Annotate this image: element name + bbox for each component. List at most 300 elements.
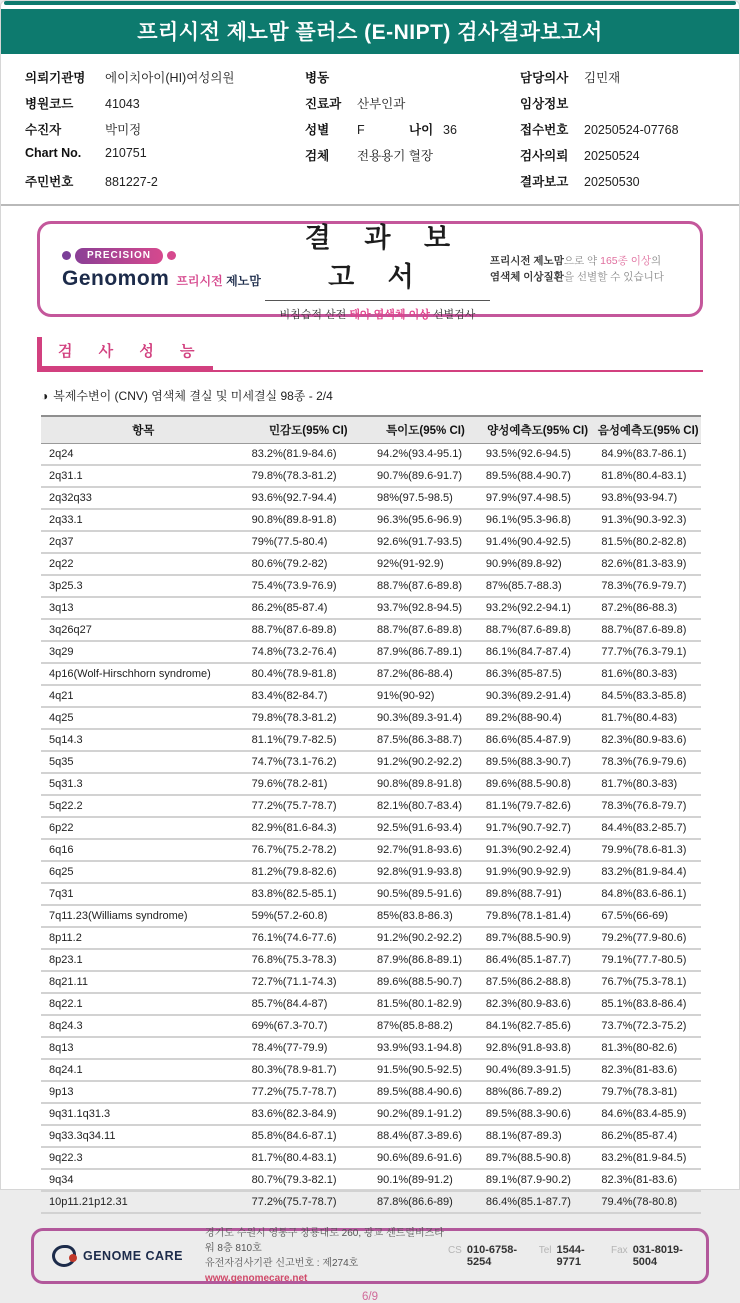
cell-specificity: 92.7%(91.8-93.6)	[371, 839, 480, 861]
cell-item: 6p22	[41, 817, 246, 839]
cell-item: 9q22.3	[41, 1147, 246, 1169]
cell-specificity: 90.6%(89.6-91.6)	[371, 1147, 480, 1169]
note-highlight: 165종 이상	[600, 254, 651, 267]
cs-label: CS	[447, 1245, 462, 1256]
cell-specificity: 81.5%(80.1-82.9)	[371, 993, 480, 1015]
footer	[31, 1228, 709, 1284]
cell-npv: 83.2%(81.9-84.5)	[595, 1147, 701, 1169]
table-row	[41, 861, 701, 883]
cell-item: 4q25	[41, 707, 246, 729]
subtitle-post: 선별검사	[429, 309, 476, 321]
heading-rule	[265, 300, 490, 301]
cell-npv: 81.5%(80.2-82.8)	[595, 531, 701, 553]
brand-block	[62, 248, 265, 291]
cell-item: 8q24.3	[41, 1015, 246, 1037]
precision-badge-label: PRECISION	[75, 248, 163, 264]
brand-kr-precision: 프리시전	[176, 273, 223, 288]
cell-npv: 87.2%(86-88.3)	[595, 597, 701, 619]
info-row	[25, 120, 305, 140]
table-caption-text: 복제수변이 (CNV) 염색체 결실 및 미세결실 98종 - 2/4	[53, 389, 333, 403]
footer-address-block	[205, 1226, 448, 1286]
cell-npv: 82.3%(81-83.6)	[595, 1059, 701, 1081]
info-field-label: 결과보고	[520, 175, 569, 189]
cell-ppv: 91.7%(90.7-92.7)	[480, 817, 596, 839]
col-header-npv: 음성예측도(95% CI)	[595, 416, 701, 444]
cell-item: 3q26q27	[41, 619, 246, 641]
cell-item: 6q16	[41, 839, 246, 861]
cell-specificity: 89.6%(88.5-90.7)	[371, 971, 480, 993]
cell-item: 4p16(Wolf-Hirschhorn syndrome)	[41, 663, 246, 685]
cell-npv: 91.3%(90.3-92.3)	[595, 509, 701, 531]
footer-license: 유전자검사기관 신고번호 : 제274호	[204, 1258, 359, 1269]
cell-sensitivity: 76.7%(75.2-78.2)	[246, 839, 371, 861]
info-field-label: 나이	[409, 123, 434, 137]
cell-item: 3q29	[41, 641, 246, 663]
cell-sensitivity: 83.2%(81.9-84.6)	[246, 444, 371, 466]
cell-ppv: 88.1%(87-89.3)	[480, 1125, 596, 1147]
cell-sensitivity: 79.6%(78.2-81)	[246, 773, 371, 795]
footer-address: 경기도 수원시 영통구 창룡대로 260, 광교 센트럴비즈타워 8층 810호	[204, 1228, 444, 1254]
genomecare-logo-text: GENOME CARE	[83, 1249, 183, 1263]
info-field-value: 36	[443, 123, 457, 137]
cell-ppv: 92.8%(91.8-93.8)	[480, 1037, 596, 1059]
cell-npv: 82.6%(81.3-83.9)	[595, 553, 701, 575]
section-title: 검 사 성 능	[37, 337, 213, 372]
report-title-bar	[1, 9, 739, 54]
cell-npv: 84.8%(83.6-86.1)	[595, 883, 701, 905]
cell-npv: 78.3%(76.8-79.7)	[595, 795, 701, 817]
cell-specificity: 96.3%(95.6-96.9)	[371, 509, 480, 531]
table-row	[41, 1081, 701, 1103]
cell-sensitivity: 80.6%(79.2-82)	[246, 553, 371, 575]
fax-number: 031-8019-5004	[632, 1244, 683, 1268]
cell-sensitivity: 83.8%(82.5-85.1)	[246, 883, 371, 905]
info-row	[305, 68, 520, 88]
cell-sensitivity: 80.3%(78.9-81.7)	[246, 1059, 371, 1081]
cell-ppv: 89.8%(88.7-91)	[480, 883, 596, 905]
cell-sensitivity: 75.4%(73.9-76.9)	[246, 575, 371, 597]
cell-ppv: 87%(85.7-88.3)	[480, 575, 596, 597]
cell-item: 10p11.21p12.31	[41, 1191, 246, 1213]
cell-item: 9q33.3q34.11	[41, 1125, 246, 1147]
performance-table	[41, 415, 701, 1214]
cell-sensitivity: 93.6%(92.7-94.4)	[246, 487, 371, 509]
cell-specificity: 90.5%(89.5-91.6)	[371, 883, 480, 905]
cell-ppv: 96.1%(95.3-96.8)	[480, 509, 596, 531]
cell-ppv: 87.5%(86.2-88.8)	[480, 971, 596, 993]
cell-npv: 76.7%(75.3-78.1)	[595, 971, 701, 993]
info-field-label: 담당의사	[520, 71, 569, 85]
cell-sensitivity: 72.7%(71.1-74.3)	[246, 971, 371, 993]
table-row	[41, 949, 701, 971]
cell-ppv: 86.6%(85.4-87.9)	[480, 729, 596, 751]
cell-sensitivity: 90.8%(89.8-91.8)	[246, 509, 371, 531]
info-column-right	[520, 65, 715, 195]
table-row	[41, 1103, 701, 1125]
cell-specificity: 85%(83.8-86.3)	[371, 905, 480, 927]
cell-sensitivity: 88.7%(87.6-89.8)	[246, 619, 371, 641]
cell-npv: 86.2%(85-87.4)	[595, 1125, 701, 1147]
table-row	[41, 685, 701, 707]
info-row	[25, 146, 305, 166]
top-accent-line	[4, 1, 736, 5]
info-field-label: 검체	[305, 149, 330, 163]
cell-specificity: 87.2%(86-88.4)	[371, 663, 480, 685]
cell-item: 3p25.3	[41, 575, 246, 597]
cell-item: 7q11.23(Williams syndrome)	[41, 905, 246, 927]
cell-ppv: 91.9%(90.9-92.9)	[480, 861, 596, 883]
badge-dot-left-icon	[62, 251, 71, 260]
table-row	[41, 663, 701, 685]
info-field-value: 881227-2	[105, 175, 158, 189]
table-row	[41, 509, 701, 531]
cell-specificity: 93.9%(93.1-94.8)	[371, 1037, 480, 1059]
cell-npv: 83.2%(81.9-84.4)	[595, 861, 701, 883]
cell-specificity: 90.7%(89.6-91.7)	[371, 465, 480, 487]
info-field-label: 의뢰기관명	[25, 71, 86, 85]
cell-item: 5q31.3	[41, 773, 246, 795]
cell-sensitivity: 79.8%(78.3-81.2)	[246, 707, 371, 729]
table-row	[41, 883, 701, 905]
info-field-label: 진료과	[305, 97, 342, 111]
half-circle-icon: ◑	[41, 388, 49, 403]
cell-ppv: 89.5%(88.3-90.6)	[480, 1103, 596, 1125]
banner-note	[490, 253, 678, 286]
cell-sensitivity: 77.2%(75.7-78.7)	[246, 1191, 371, 1213]
cell-npv: 81.3%(80-82.6)	[595, 1037, 701, 1059]
cell-ppv: 86.1%(84.7-87.4)	[480, 641, 596, 663]
cell-sensitivity: 74.8%(73.2-76.4)	[246, 641, 371, 663]
cell-sensitivity: 80.7%(79.3-82.1)	[246, 1169, 371, 1191]
cell-npv: 81.6%(80.3-83)	[595, 663, 701, 685]
table-row	[41, 839, 701, 861]
cell-sensitivity: 77.2%(75.7-78.7)	[246, 795, 371, 817]
cell-sensitivity: 83.4%(82-84.7)	[246, 685, 371, 707]
info-field-label: 병원코드	[25, 97, 74, 111]
report-subtitle	[265, 306, 490, 322]
cell-npv: 85.1%(83.8-86.4)	[595, 993, 701, 1015]
cell-item: 9p13	[41, 1081, 246, 1103]
brand-kr-genomom: 제노맘	[226, 273, 261, 288]
table-row	[41, 487, 701, 509]
note-end-2: 을 선별할 수 있습니다	[563, 271, 664, 283]
result-banner	[37, 221, 703, 321]
cell-ppv: 89.7%(88.5-90.8)	[480, 1147, 596, 1169]
table-row	[41, 575, 701, 597]
info-field-value: F	[357, 123, 365, 137]
cell-npv: 84.9%(83.7-86.1)	[595, 444, 701, 466]
note-bold-1: 프리시전 제노맘	[489, 254, 564, 267]
table-row	[41, 927, 701, 949]
cell-npv: 67.5%(66-69)	[595, 905, 701, 927]
info-field-value: 산부인과	[357, 97, 406, 111]
logo-red-dot-icon	[69, 1254, 77, 1262]
cell-ppv: 91.4%(90.4-92.5)	[480, 531, 596, 553]
table-row	[41, 707, 701, 729]
cell-specificity: 92.8%(91.9-93.8)	[371, 861, 480, 883]
banner-note-line1	[490, 253, 678, 269]
cell-item: 8q22.1	[41, 993, 246, 1015]
table-row	[41, 1125, 701, 1147]
cell-sensitivity: 76.1%(74.6-77.6)	[246, 927, 371, 949]
report-heading-block	[265, 216, 490, 322]
cell-item: 6q25	[41, 861, 246, 883]
cell-specificity: 98%(97.5-98.5)	[371, 487, 480, 509]
table-row	[41, 444, 701, 466]
cell-ppv: 90.4%(89.3-91.5)	[480, 1059, 596, 1081]
cell-ppv: 89.2%(88-90.4)	[480, 707, 596, 729]
cell-item: 5q22.2	[41, 795, 246, 817]
cell-specificity: 91.5%(90.5-92.5)	[371, 1059, 480, 1081]
cell-item: 3q13	[41, 597, 246, 619]
cell-npv: 84.6%(83.4-85.9)	[595, 1103, 701, 1125]
info-field-value: 210751	[105, 146, 147, 160]
cell-specificity: 88.7%(87.6-89.8)	[371, 575, 480, 597]
cell-item: 8q24.1	[41, 1059, 246, 1081]
table-row	[41, 597, 701, 619]
cell-ppv: 93.2%(92.2-94.1)	[480, 597, 596, 619]
cell-npv: 93.8%(93-94.7)	[595, 487, 701, 509]
table-row	[41, 751, 701, 773]
table-body	[41, 444, 701, 1214]
cell-ppv: 89.6%(88.5-90.8)	[480, 773, 596, 795]
cell-sensitivity: 86.2%(85-87.4)	[246, 597, 371, 619]
cell-npv: 84.5%(83.3-85.8)	[595, 685, 701, 707]
cell-npv: 73.7%(72.3-75.2)	[595, 1015, 701, 1037]
table-row	[41, 619, 701, 641]
cell-sensitivity: 79%(77.5-80.4)	[246, 531, 371, 553]
table-caption	[41, 387, 699, 404]
table-row	[41, 729, 701, 751]
cell-npv: 79.1%(77.7-80.5)	[595, 949, 701, 971]
cell-ppv: 86.3%(85-87.5)	[480, 663, 596, 685]
cell-specificity: 82.1%(80.7-83.4)	[371, 795, 480, 817]
contact-cs	[448, 1244, 523, 1268]
cell-specificity: 87.8%(86.6-89)	[371, 1191, 480, 1213]
info-field-label: 병동	[305, 71, 330, 85]
cell-ppv: 88%(86.7-89.2)	[480, 1081, 596, 1103]
cell-specificity: 88.7%(87.6-89.8)	[371, 619, 480, 641]
cell-sensitivity: 69%(67.3-70.7)	[246, 1015, 371, 1037]
cell-ppv: 97.9%(97.4-98.5)	[480, 487, 596, 509]
cell-specificity: 91.2%(90.2-92.2)	[371, 927, 480, 949]
cell-item: 4q21	[41, 685, 246, 707]
cell-specificity: 92%(91-92.9)	[371, 553, 480, 575]
fax-label: Fax	[611, 1245, 628, 1256]
cell-npv: 84.4%(83.2-85.7)	[595, 817, 701, 839]
genomecare-logo-icon	[52, 1245, 76, 1267]
cell-specificity: 89.5%(88.4-90.6)	[371, 1081, 480, 1103]
table-row	[41, 553, 701, 575]
note-mid: 으로 약	[563, 254, 601, 267]
cell-npv: 78.3%(76.9-79.7)	[595, 575, 701, 597]
cell-specificity: 90.3%(89.3-91.4)	[371, 707, 480, 729]
cell-item: 5q35	[41, 751, 246, 773]
table-header	[41, 416, 701, 444]
cell-specificity: 91.2%(90.2-92.2)	[371, 751, 480, 773]
tel-label: Tel	[538, 1245, 552, 1256]
cell-specificity: 88.4%(87.3-89.6)	[371, 1125, 480, 1147]
cell-sensitivity: 74.7%(73.1-76.2)	[246, 751, 371, 773]
cell-npv: 81.7%(80.3-83)	[595, 773, 701, 795]
precision-badge	[62, 248, 265, 264]
table-row	[41, 531, 701, 553]
table-row	[41, 795, 701, 817]
cell-ppv: 90.3%(89.2-91.4)	[480, 685, 596, 707]
cell-specificity: 90.1%(89-91.2)	[371, 1169, 480, 1191]
table-row	[41, 641, 701, 663]
cell-ppv: 89.7%(88.5-90.9)	[480, 927, 596, 949]
cell-ppv: 90.9%(89.8-92)	[480, 553, 596, 575]
cell-specificity: 92.5%(91.6-93.4)	[371, 817, 480, 839]
cell-item: 8q13	[41, 1037, 246, 1059]
note-bold-2: 염색체 이상질환	[489, 271, 564, 283]
info-field-value: 에이치아이(HI)여성의원	[105, 71, 235, 85]
cell-item: 2q37	[41, 531, 246, 553]
cell-ppv: 89.1%(87.9-90.2)	[480, 1169, 596, 1191]
table-row	[41, 1191, 701, 1213]
info-column-middle	[305, 65, 520, 195]
footer-website-link[interactable]: www.genomecare.net	[204, 1273, 308, 1284]
cell-specificity: 87%(85.8-88.2)	[371, 1015, 480, 1037]
info-field-label: 성별	[305, 123, 330, 137]
col-header-item: 항목	[41, 416, 246, 444]
cell-specificity: 93.7%(92.8-94.5)	[371, 597, 480, 619]
cell-item: 5q14.3	[41, 729, 246, 751]
cell-sensitivity: 85.7%(84.4-87)	[246, 993, 371, 1015]
cell-ppv: 89.5%(88.3-90.7)	[480, 751, 596, 773]
cell-ppv: 86.4%(85.1-87.7)	[480, 949, 596, 971]
info-field-label: 임상정보	[520, 97, 569, 111]
info-field-label: Chart No.	[25, 146, 82, 160]
info-field-label: 주민번호	[25, 175, 74, 189]
cell-sensitivity: 59%(57.2-60.8)	[246, 905, 371, 927]
cell-npv: 82.3%(81-83.6)	[595, 1169, 701, 1191]
info-field-value: 41043	[105, 97, 140, 111]
info-row	[520, 94, 715, 114]
brand-row	[62, 267, 265, 291]
info-row	[25, 68, 305, 88]
info-row	[305, 146, 520, 166]
tel-number: 1544-9771	[556, 1244, 585, 1268]
col-header-sensitivity: 민감도(95% CI)	[246, 416, 371, 444]
table-row	[41, 773, 701, 795]
cell-npv: 78.3%(76.9-79.6)	[595, 751, 701, 773]
cell-ppv: 81.1%(79.7-82.6)	[480, 795, 596, 817]
info-field-value: 20250524-07768	[584, 123, 679, 137]
info-field-label: 검사의뢰	[520, 149, 569, 163]
cell-sensitivity: 81.1%(79.7-82.5)	[246, 729, 371, 751]
table-header-row	[41, 416, 701, 444]
cell-specificity: 90.2%(89.1-91.2)	[371, 1103, 480, 1125]
cell-item: 9q34	[41, 1169, 246, 1191]
cell-sensitivity: 83.6%(82.3-84.9)	[246, 1103, 371, 1125]
col-header-ppv: 양성예측도(95% CI)	[480, 416, 596, 444]
cell-item: 2q32q33	[41, 487, 246, 509]
cell-item: 2q22	[41, 553, 246, 575]
cell-npv: 77.7%(76.3-79.1)	[595, 641, 701, 663]
cell-npv: 79.2%(77.9-80.6)	[595, 927, 701, 949]
cell-item: 2q33.1	[41, 509, 246, 531]
cell-sensitivity: 78.4%(77-79.9)	[246, 1037, 371, 1059]
table-row	[41, 817, 701, 839]
genomom-logo: Genomom	[62, 266, 170, 290]
cell-specificity: 90.8%(89.8-91.8)	[371, 773, 480, 795]
cell-ppv: 82.3%(80.9-83.6)	[480, 993, 596, 1015]
cell-specificity: 87.9%(86.8-89.1)	[371, 949, 480, 971]
cell-sensitivity: 81.7%(80.4-83.1)	[246, 1147, 371, 1169]
info-row	[520, 172, 715, 192]
badge-dot-right-icon	[167, 251, 176, 260]
info-row	[305, 94, 520, 114]
info-row	[520, 146, 715, 166]
info-field-value: 김민재	[584, 71, 621, 85]
contact-tel	[539, 1244, 595, 1268]
cell-item: 2q31.1	[41, 465, 246, 487]
note-end-1: 의	[650, 254, 662, 267]
table-row	[41, 1015, 701, 1037]
subtitle-pre: 비침습적 산전	[279, 309, 350, 321]
cell-ppv: 79.8%(78.1-81.4)	[480, 905, 596, 927]
cell-npv: 79.9%(78.6-81.3)	[595, 839, 701, 861]
table-row	[41, 1059, 701, 1081]
table-row	[41, 971, 701, 993]
patient-info-section	[1, 54, 739, 206]
cell-sensitivity: 85.8%(84.6-87.1)	[246, 1125, 371, 1147]
info-field-label: 접수번호	[520, 123, 569, 137]
cell-npv: 79.7%(78.3-81)	[595, 1081, 701, 1103]
info-row	[25, 172, 305, 192]
info-field-value: 20250524	[584, 149, 640, 163]
cell-specificity: 87.5%(86.3-88.7)	[371, 729, 480, 751]
table-row	[41, 1147, 701, 1169]
cell-npv: 88.7%(87.6-89.8)	[595, 619, 701, 641]
table-row	[41, 1037, 701, 1059]
info-row	[520, 120, 715, 140]
cell-item: 8p11.2	[41, 927, 246, 949]
subtitle-highlight: 태아 염색체 이상	[349, 309, 430, 321]
section-header	[37, 337, 703, 372]
table-row	[41, 1169, 701, 1191]
genomecare-logo	[52, 1245, 183, 1267]
page-number: 6/9	[362, 1291, 378, 1303]
brand-korean	[176, 272, 261, 289]
cell-sensitivity: 80.4%(78.9-81.8)	[246, 663, 371, 685]
table-row	[41, 993, 701, 1015]
banner-note-line2	[490, 269, 678, 285]
cell-item: 8q21.11	[41, 971, 246, 993]
cell-ppv: 89.5%(88.4-90.7)	[480, 465, 596, 487]
info-field-label: 수진자	[25, 123, 62, 137]
info-row	[305, 120, 520, 140]
cell-item: 7q31	[41, 883, 246, 905]
result-report-heading: 결 과 보 고 서	[304, 223, 464, 292]
info-field-value: 전용용기 혈장	[357, 149, 433, 163]
cell-ppv: 93.5%(92.6-94.5)	[480, 444, 596, 466]
table-row	[41, 465, 701, 487]
cell-sensitivity: 77.2%(75.7-78.7)	[246, 1081, 371, 1103]
info-field-value: 박미정	[105, 123, 142, 137]
cell-sensitivity: 82.9%(81.6-84.3)	[246, 817, 371, 839]
cell-ppv: 86.4%(85.1-87.7)	[480, 1191, 596, 1213]
table-row	[41, 905, 701, 927]
cell-sensitivity: 81.2%(79.8-82.6)	[246, 861, 371, 883]
cell-ppv: 88.7%(87.6-89.8)	[480, 619, 596, 641]
cell-npv: 79.4%(78-80.8)	[595, 1191, 701, 1213]
cell-npv: 81.8%(80.4-83.1)	[595, 465, 701, 487]
info-row	[25, 94, 305, 114]
cell-specificity: 92.6%(91.7-93.5)	[371, 531, 480, 553]
